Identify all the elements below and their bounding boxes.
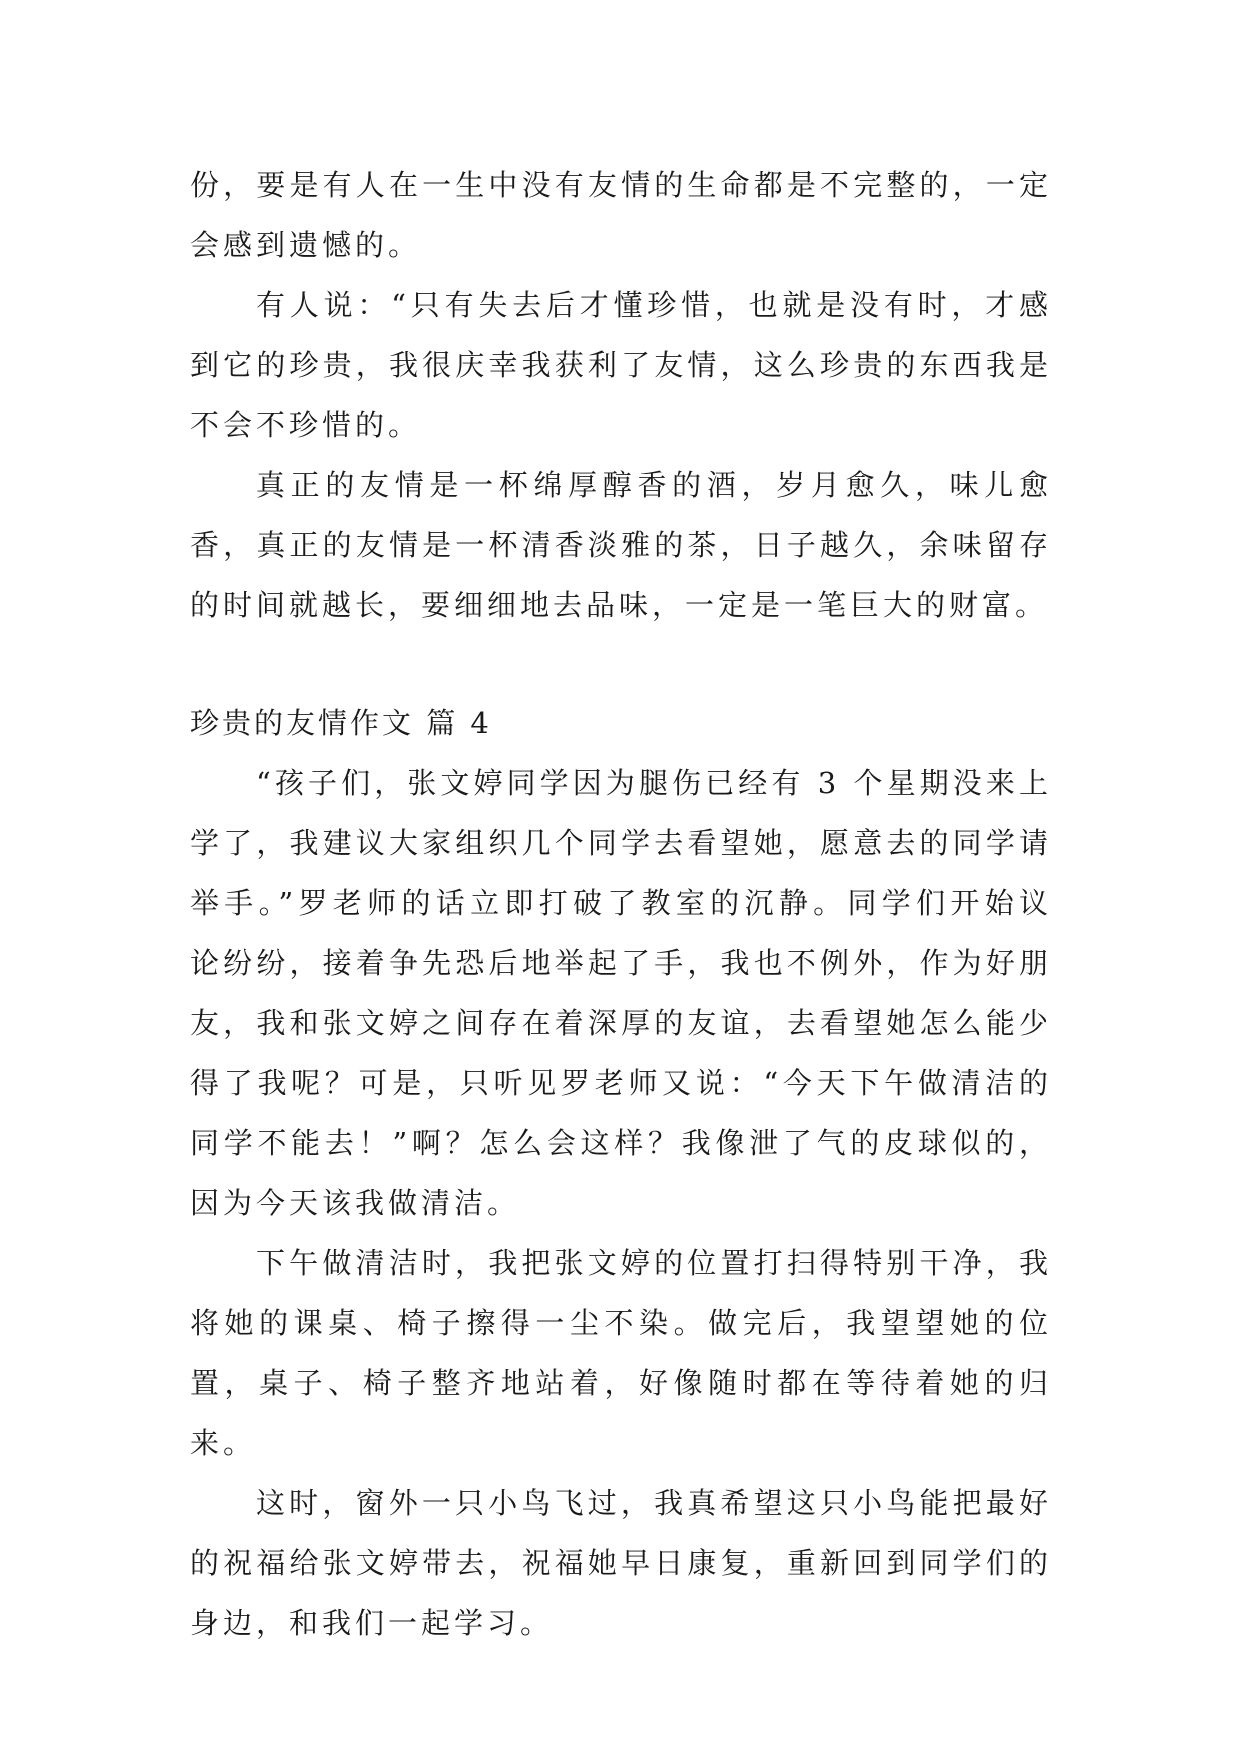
paragraph-3: 真正的友情是一杯绵厚醇香的酒，岁月愈久，味儿愈香，真正的友情是一杯清香淡雅的茶，日子越久，余味留存的时间就越长，要细细地去品味，一定是一笔巨大的财富。	[190, 468, 1052, 622]
paragraph-2: 有人说：“只有失去后才懂珍惜，也就是没有时，才感到它的珍贵，我很庆幸我获利了友情，这么珍贵的东西我是不会不珍惜的。	[190, 288, 1052, 442]
section-title: 珍贵的友情作文 篇 4	[190, 706, 492, 740]
paragraph-6: 这时，窗外一只小鸟飞过，我真希望这只小鸟能把最好的祝福给张文婷带去，祝福她早日康复，重新回到同学们的身边，和我们一起学习。	[190, 1486, 1052, 1640]
paragraph-4: “孩子们，张文婷同学因为腿伤已经有 3 个星期没来上学了，我建议大家组织几个同学去看望她，愿意去的同学请举手。”罗老师的话立即打破了教室的沉静。同学们开始议论纷纷，接着争先恐后地举起了手，我也不例外，作为好朋友，我和张文婷之间存在着深厚的友谊，去看望她怎么能少得了我呢？可是，只听见罗老师又说：“今天下午做清洁的同学不能去！”啊？怎么会这样？我像泄了气的皮球似的，因为今天该我做清洁。	[190, 766, 1052, 1220]
document-page	[190, 155, 1052, 1653]
paragraph-1: 份，要是有人在一生中没有友情的生命都是不完整的，一定会感到遗憾的。	[190, 168, 1052, 262]
paragraph-5: 下午做清洁时，我把张文婷的位置打扫得特别干净，我将她的课桌、椅子擦得一尘不染。做完后，我望望她的位置，桌子、椅子整齐地站着，好像随时都在等待着她的归来。	[190, 1246, 1052, 1460]
